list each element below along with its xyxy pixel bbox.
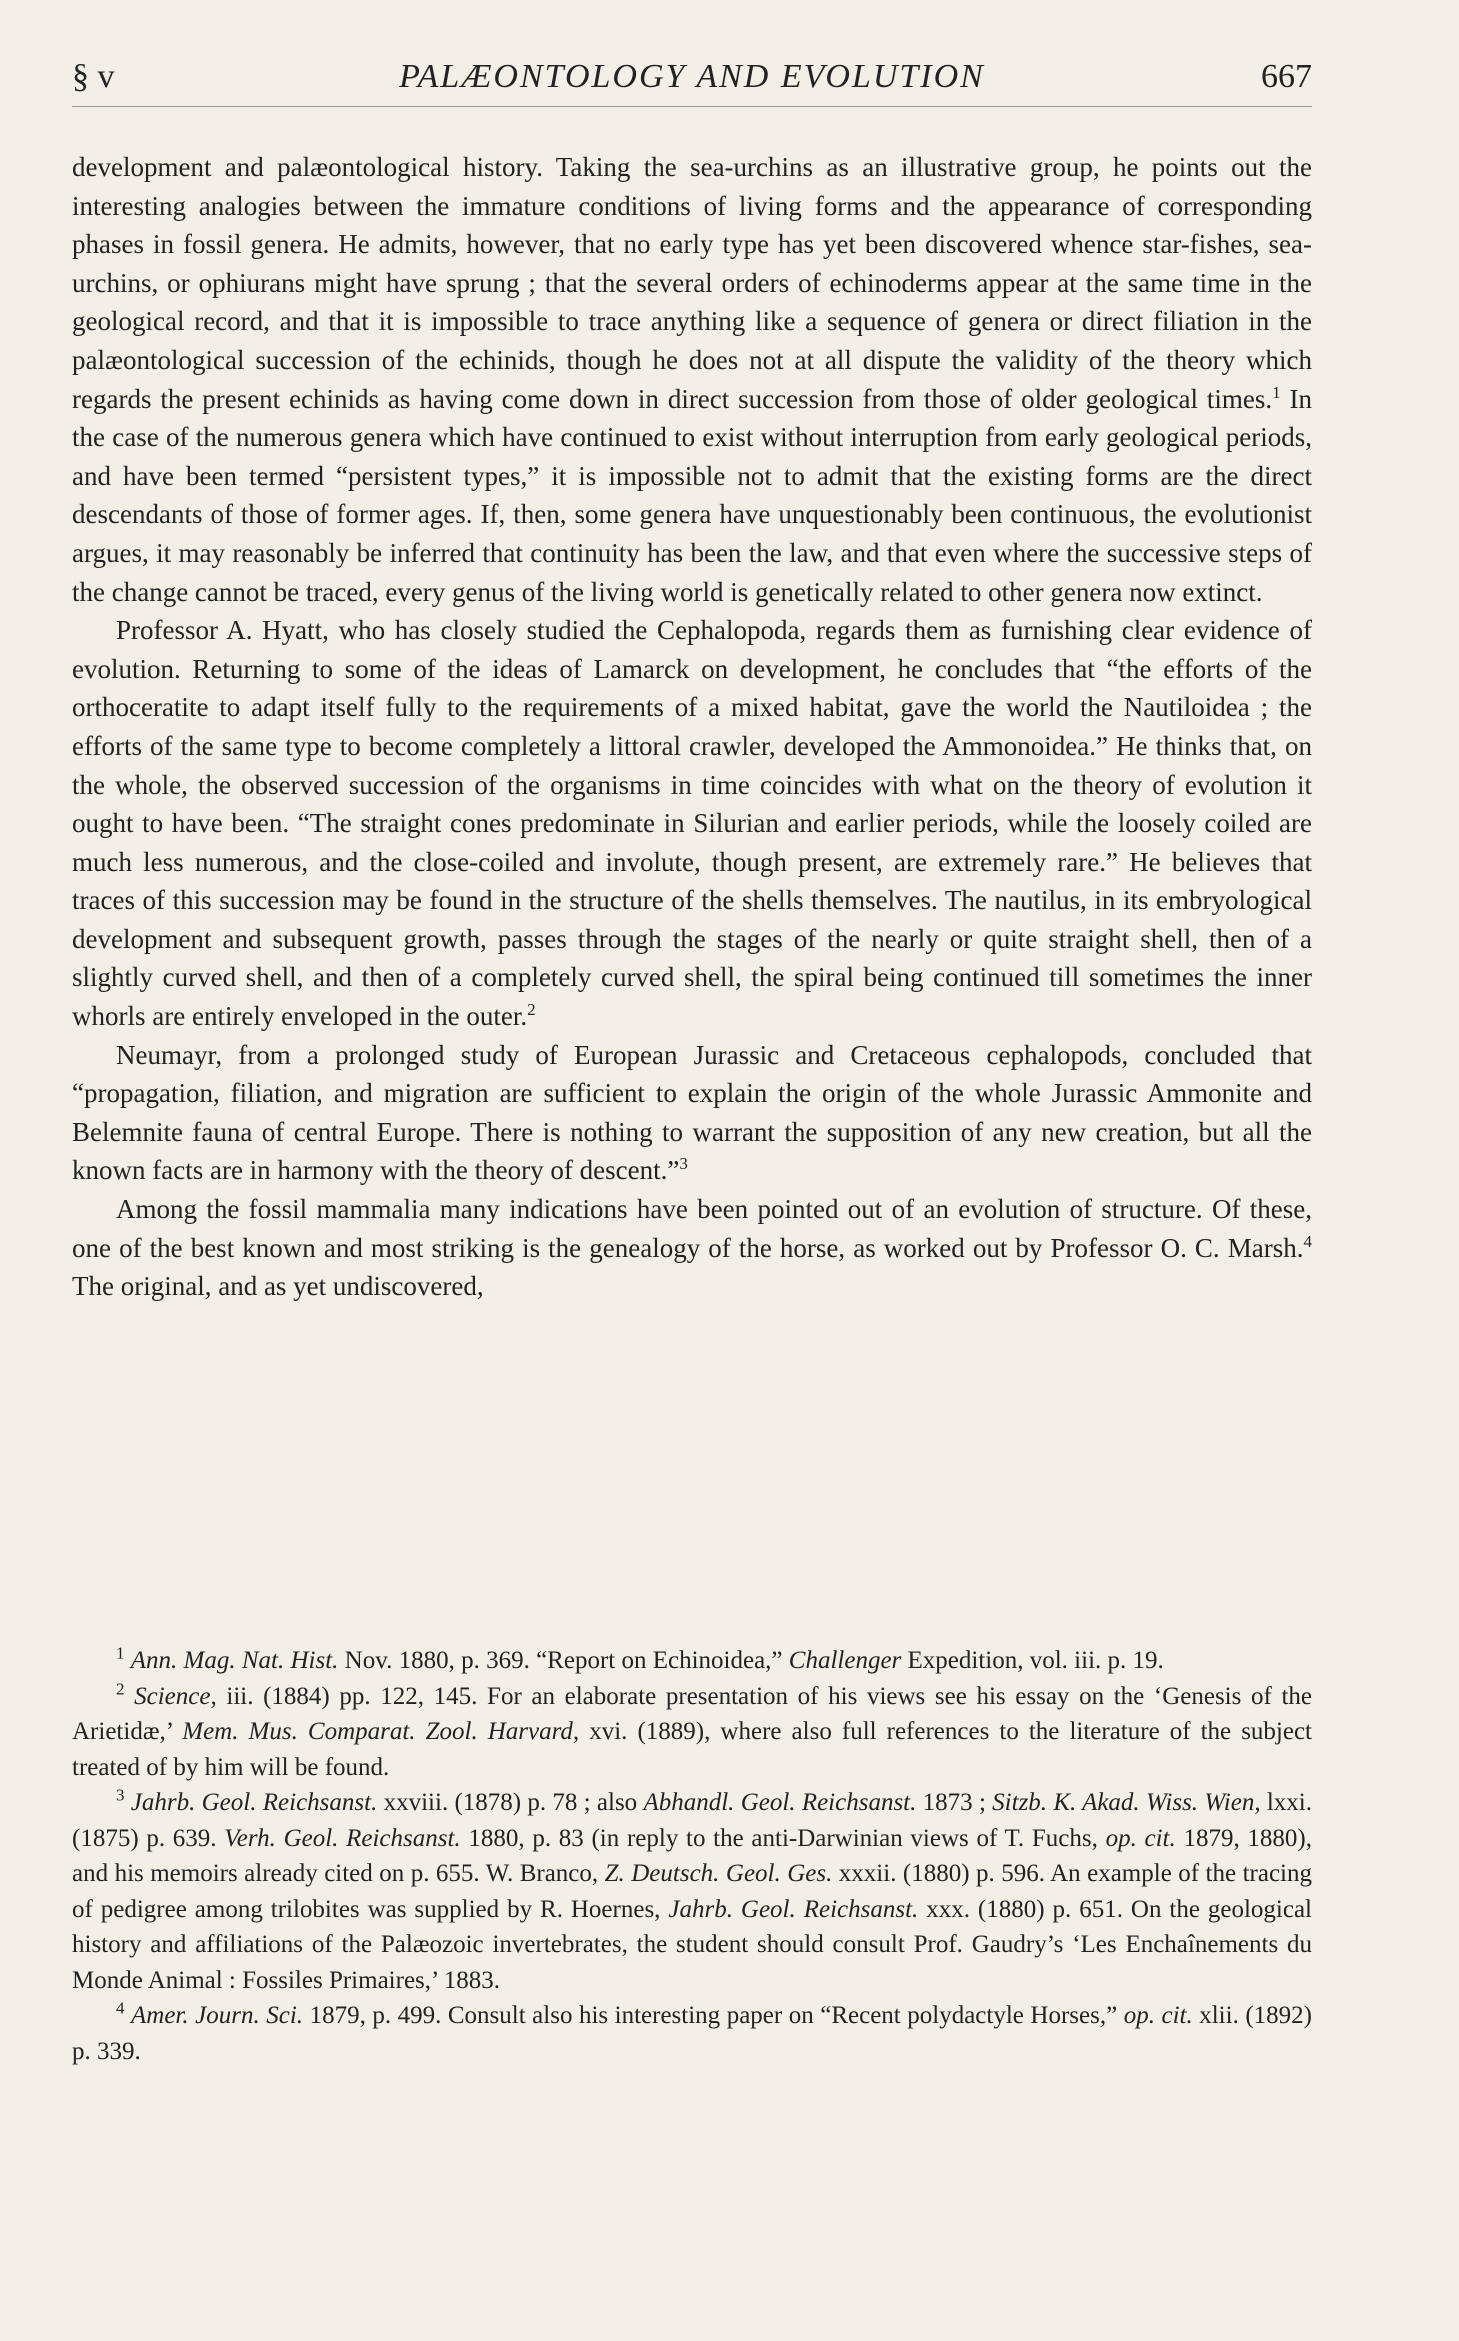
paragraph: development and palæontological history. Taking the sea-urchins as an illustrative group, he points out the interesting analogies between the immature conditions of living forms and the appearance of corresponding phases in fossil genera. He admits, however, that no early type has yet been discovered whence star-fishes, sea-urchins, or ophiurans might have sprung ; that the several orders of echinoderms appear at the same time in the geological record, and that it is impossible to trace anything like a sequence of genera or direct filiation in the palæontological succession of the echinids, though he does not at all dispute the validity of the theory which regards the present echinids as having come down in direct succession from those of older geological times.$^1$ In the case of the numerous genera which have continued to exist without interruption from early geological periods, and have been termed “persistent types,” it is impossible not to admit that the existing forms are the direct descendants of those of former ages. If, then, some genera have unquestionably been continuous, the evolutionist argues, it may reasonably be inferred that continuity has been the law, and that even where the successive steps of the change cannot be traced, every genus of the living world is genetically related to other genera now extinct. bbox=[72, 152, 1312, 607]
footnote-2: $^2$ Science, iii. (1884) pp. 122, 145. For an elaborate presentation of his views see his essay on the ‘Genesis of the Arietidæ,’ Mem. Mus. Comparat. Zool. Harvard, xvi. (1889), where also full references to the literature of the subject treated of by him will be found. bbox=[72, 1679, 1313, 1781]
paragraph: Professor A. Hyatt, who has closely studied the Cephalopoda, regards them as furnishing clear evidence of evolution. Returning to some of the ideas of Lamarck on development, he concludes that “the efforts of the orthoceratite to adapt itself fully to the requirements of a mixed habitat, gave the world the Nautiloidea ; the efforts of the same type to become completely a littoral crawler, developed the Ammonoidea.” He thinks that, on the whole, the observed succession of the organisms in time coincides with what on the theory of evolution it ought to have been. “The straight cones predominate in Silurian and earlier periods, while the loosely coiled are much less numerous, and the close-coiled and involute, though present, are extremely rare.” He believes that traces of this succession may be found in the structure of the shells themselves. The nautilus, in its embryological development and subsequent growth, passes through the stages of the nearly or quite straight shell, then of a slightly curved shell, and then of a completely curved shell, the spiral being continued till sometimes the inner whorls are entirely enveloped in the outer.$^2$ bbox=[72, 615, 1312, 1032]
body-text bbox=[72, 148, 1312, 1306]
page-number: 667 bbox=[1261, 58, 1312, 95]
header-rule bbox=[72, 106, 1312, 107]
running-header bbox=[72, 58, 1312, 108]
footnote-4: $^4$ Amer. Journ. Sci. 1879, p. 499. Consult also his interesting paper on “Recent polydactyle Horses,” op. cit. xlii. (1892) p. 339. bbox=[72, 1998, 1312, 2065]
running-title: PALÆONTOLOGY AND EVOLUTION bbox=[399, 58, 985, 95]
footnote-ref: 3 bbox=[679, 1154, 688, 1174]
footnote-1: $^1$ Ann. Mag. Nat. Hist. Nov. 1880, p. 369. “Report on Echinoidea,” Challenger Expedition, vol. iii. p. 19. bbox=[116, 1643, 1164, 1674]
footnote-ref: 1 bbox=[1272, 382, 1281, 402]
footnote-3: $^3$ Jahrb. Geol. Reichsanst. xxviii. (1878) p. 78 ; also Abhandl. Geol. Reichsanst. 1873 ; Sitzb. K. Akad. Wiss. Wien, lxxi. (1875) p. 639. Verh. Geol. Reichsanst. 1880, p. 83 (in reply to the anti-Darwinian views of T. Fuchs, op. cit. 1879, 1880), and his memoirs already cited on p. 655. W. Branco, Z. Deutsch. Geol. Ges. xxxii. (1880) p. 596. An example of the tracing of pedigree among trilobites was supplied by R. Hoernes, Jahrb. Geol. Reichsanst. xxx. (1880) p. 651. On the geological history and affiliations of the Palæozoic invertebrates, the student should consult Prof. Gaudry’s ‘Les Enchaînements du Monde Animal : Fossiles Primaires,’ 1883. bbox=[72, 1785, 1312, 1994]
paragraph: Among the fossil mammalia many indications have been pointed out of an evolution of structure. Of these, one of the best known and most striking is the genealogy of the horse, as worked out by Professor O. C. Marsh.$^4$ The original, and as yet undiscovered, bbox=[72, 1194, 1312, 1302]
paragraph: Neumayr, from a prolonged study of European Jurassic and Cretaceous cephalopods, concluded that “propagation, filiation, and migration are sufficient to explain the origin of the whole Jurassic Ammonite and Belemnite fauna of central Europe. There is nothing to warrant the supposition of any new creation, but all the known facts are in harmony with the theory of descent.”$^3$ bbox=[72, 1039, 1312, 1186]
footnotes bbox=[72, 1643, 1312, 2069]
footnote-ref: 4 bbox=[1303, 1231, 1312, 1251]
section-mark: § v bbox=[72, 58, 115, 95]
footnote-ref: 2 bbox=[527, 1000, 536, 1020]
